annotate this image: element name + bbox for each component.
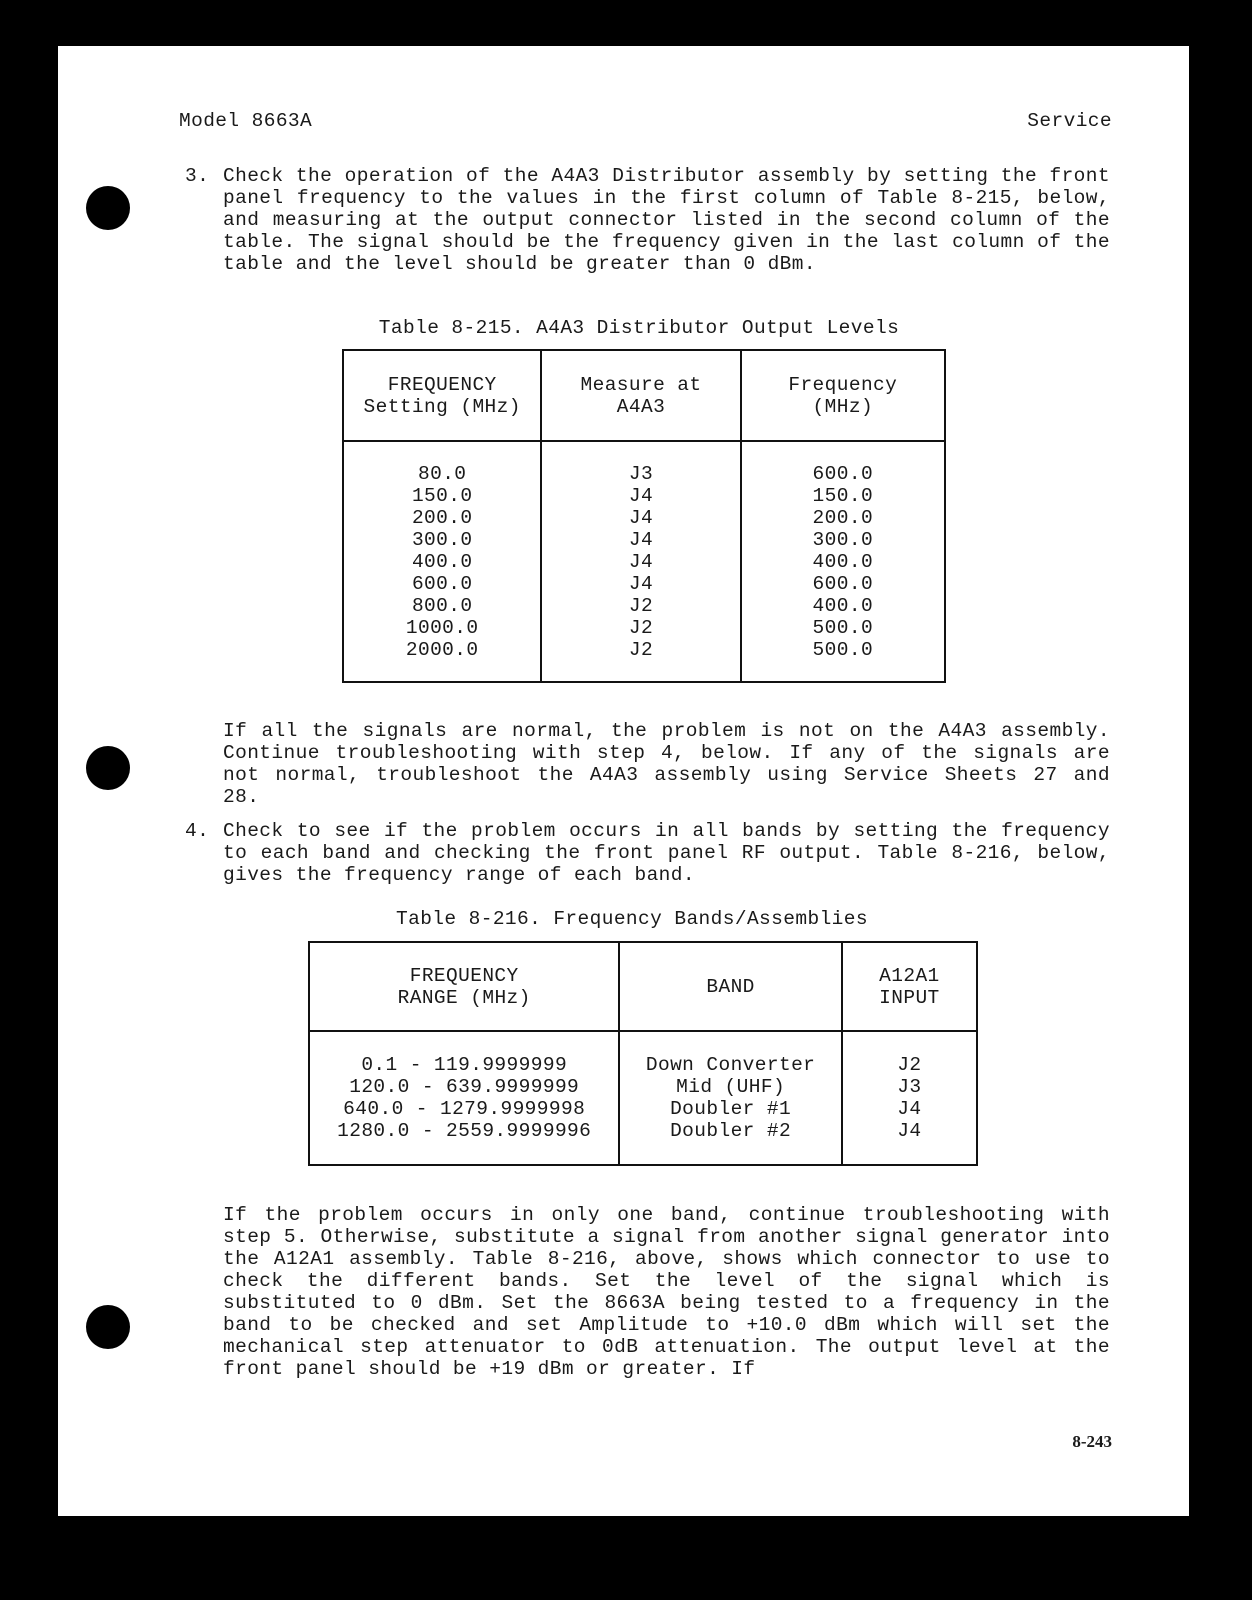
cell-frequency: 400.0 (812, 550, 874, 573)
cell-range: 640.0 - 1279.9999998 (343, 1098, 586, 1120)
table-8-216-header-frequency-range: FREQUENCY RANGE (MHz) (309, 942, 619, 1031)
binder-hole-top (86, 186, 130, 230)
cell-band: Down Converter (645, 1054, 816, 1076)
table-8-215-col-frequency (741, 441, 945, 682)
cell-frequency: 300.0 (812, 528, 874, 551)
cell-connector: J3 (628, 462, 654, 485)
cell-range: 0.1 - 119.9999999 (361, 1054, 568, 1076)
cell-input: J2 (897, 1054, 922, 1076)
cell-setting: 200.0 (411, 506, 473, 529)
cell-connector: J4 (628, 572, 654, 595)
table-8-216-col-input (842, 1031, 977, 1165)
cell-connector: J4 (628, 484, 654, 507)
cell-frequency: 150.0 (812, 484, 874, 507)
table-8-216-header-band: BAND (619, 942, 841, 1031)
cell-setting: 600.0 (411, 572, 473, 595)
header-section: Service (1027, 110, 1112, 132)
paragraph-after-table-8-216: If the problem occurs in only one band, continue troubleshooting with step 5. Otherwise, substitute a signal from another signal generator into the A12A1 assembly. Table 8-216, above, shows which connector to use to check the different bands. Set the level of the signal which is substituted to 0 dBm. Set the 8663A being tested to a frequency in the band to be checked and set Amplitude to +10.0 dBm which will set the mechanical step attenuator to 0dB attenuation. The output level at the front panel should be +19 dBm or greater. If (223, 1204, 1110, 1380)
cell-input: J4 (897, 1098, 922, 1120)
cell-input: J4 (897, 1120, 922, 1142)
cell-connector: J2 (628, 616, 654, 639)
table-8-215-header-measure-at: Measure at A4A3 (541, 350, 740, 441)
cell-setting: 1000.0 (405, 616, 479, 639)
binder-hole-middle (86, 746, 130, 790)
table-8-216-col-band (619, 1031, 841, 1165)
cell-setting: 80.0 (417, 462, 467, 485)
cell-band: Mid (UHF) (676, 1076, 786, 1098)
cell-setting: 800.0 (411, 594, 473, 617)
cell-frequency: 400.0 (812, 594, 874, 617)
table-8-216 (308, 941, 978, 1166)
cell-frequency: 200.0 (812, 506, 874, 529)
table-8-215-header-frequency: Frequency (MHz) (741, 350, 945, 441)
cell-connector: J4 (628, 506, 654, 529)
table-8-215-caption: Table 8-215. A4A3 Distributor Output Levels (378, 317, 900, 339)
page-number: 8-243 (1072, 1432, 1112, 1451)
table-8-216-col-range (309, 1031, 619, 1165)
cell-setting: 400.0 (411, 550, 473, 573)
step-3-number: 3. (185, 165, 210, 187)
table-8-215-header-frequency-setting: FREQUENCY Setting (MHz) (343, 350, 541, 441)
cell-setting: 300.0 (411, 528, 473, 551)
cell-range: 1280.0 - 2559.9999996 (337, 1120, 592, 1142)
cell-connector: J4 (628, 528, 654, 551)
cell-range: 120.0 - 639.9999999 (349, 1076, 580, 1098)
table-8-215-col-measure (541, 441, 740, 682)
cell-setting: 150.0 (411, 484, 473, 507)
cell-frequency: 500.0 (812, 616, 874, 639)
table-8-216-header-input: A12A1 INPUT (842, 942, 977, 1031)
cell-input: J3 (897, 1076, 922, 1098)
step-3-text: Check the operation of the A4A3 Distributor assembly by setting the front panel frequency to the values in the first column of Table 8-215, below, and measuring at the output connector listed in the second column of the table. The signal should be the frequency given in the last column of the table and the level should be greater than 0 dBm. (223, 165, 1110, 275)
table-8-215 (342, 349, 946, 683)
cell-band: Doubler #2 (670, 1120, 792, 1142)
cell-connector: J2 (628, 638, 654, 661)
cell-band: Doubler #1 (670, 1098, 792, 1120)
cell-setting: 2000.0 (405, 638, 479, 661)
step-4-number: 4. (185, 820, 210, 842)
cell-connector: J2 (628, 594, 654, 617)
header-model: Model 8663A (179, 110, 313, 132)
table-8-216-caption: Table 8-216. Frequency Bands/Assemblies (396, 908, 868, 930)
cell-frequency: 500.0 (812, 638, 874, 661)
table-8-215-col-setting (343, 441, 541, 682)
step-4-text: Check to see if the problem occurs in all bands by setting the frequency to each band and checking the front panel RF output. Table 8-216, below, gives the frequency range of each band. (223, 820, 1110, 886)
binder-hole-bottom (86, 1305, 130, 1349)
cell-frequency: 600.0 (812, 572, 874, 595)
cell-frequency: 600.0 (812, 462, 874, 485)
paragraph-after-table-8-215: If all the signals are normal, the problem is not on the A4A3 assembly. Continue troubleshooting with step 4, below. If any of the signals are not normal, troubleshoot the A4A3 assembly using Service Sheets 27 and 28. (223, 720, 1110, 808)
cell-connector: J4 (628, 550, 654, 573)
